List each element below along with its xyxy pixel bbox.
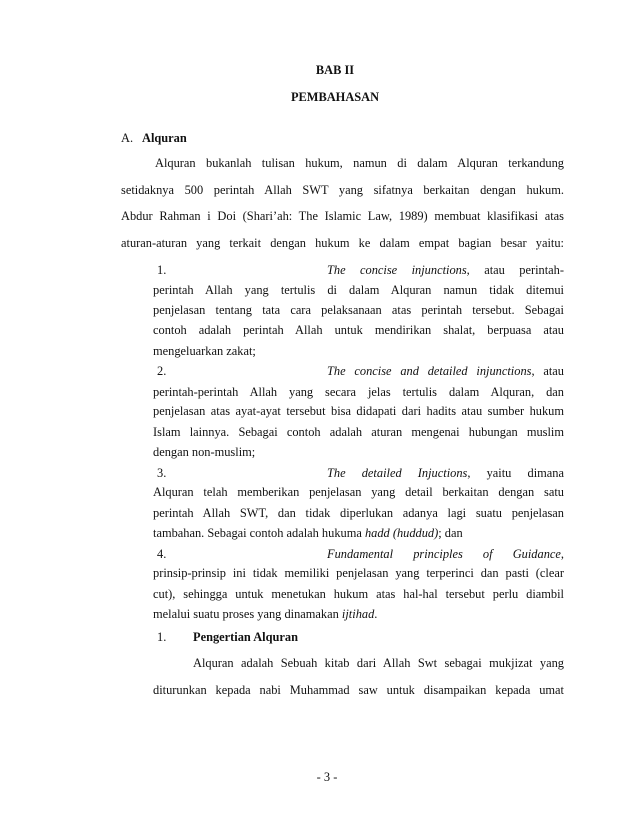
list-item-line: perintah Allah yang tertulis di dalam Alquran namun tidak ditemui (153, 283, 564, 297)
list-item-line: melalui suatu proses yang dinamakan ijtihad. (153, 607, 378, 621)
list-item-title: The concise and detailed injunctions, atau (327, 364, 564, 378)
list-item-number: 2. (157, 364, 167, 378)
list-item-title: Fundamental principles of Guidance, (327, 547, 564, 561)
list-item-line: Islam lainnya. Sebagai contoh adalah aturan mengenai hubungan muslim (153, 425, 564, 439)
list-item-line: penjelasan atas ayat-ayat tersebut bisa didapati dari hadits atau sumber hukum (153, 404, 564, 418)
paragraph-line: diturunkan kepada nabi Muhammad saw untuk disampaikan kepada umat (153, 683, 564, 697)
page-number: - 3 - (316, 770, 338, 784)
list-item-line: perintah-perintah Allah yang secara jelas tertulis dalam Alquran, dan (153, 385, 564, 399)
list-item-line: mengeluarkan zakat; (153, 344, 256, 358)
list-item-number: 4. (157, 547, 167, 561)
list-item-title: The detailed Injuctions, yaitu dimana (327, 466, 564, 480)
paragraph-line: Abdur Rahman i Doi (Shari’ah: The Islamic Law, 1989) membuat klasifikasi atas (121, 209, 564, 223)
list-item-number: 3. (157, 466, 167, 480)
section-heading (121, 131, 187, 146)
paragraph-line: aturan-aturan yang terkait dengan hukum ke dalam empat bagian besar yaitu: (121, 236, 564, 250)
chapter-heading: BAB II (315, 63, 355, 77)
list-item-heading (153, 547, 564, 563)
list-item-line: perintah Allah SWT, dan tidak diperlukan adanya lagi suatu penjelasan (153, 506, 564, 520)
list-item-line: Alquran telah memberikan penjelasan yang detail berkaitan dengan satu (153, 485, 564, 499)
section-title: Alquran (142, 131, 187, 145)
paragraph-line: setidaknya 500 perintah Allah SWT yang sifatnya berkaitan dengan hukum. (121, 183, 564, 197)
list-item-number: 1. (157, 263, 167, 277)
subsection-title: Pengertian Alquran (193, 630, 298, 644)
list-item-line: prinsip-prinsip ini tidak memiliki penjelasan yang terperinci dan pasti (clear (153, 566, 564, 580)
list-item-heading (153, 364, 564, 380)
list-item-heading (153, 466, 564, 482)
list-item-heading (153, 263, 564, 279)
section-label: A. (121, 131, 134, 145)
paragraph-line: Alquran bukanlah tulisan hukum, namun di dalam Alquran terkandung (155, 156, 564, 170)
list-item-line: contoh adalah perintah Allah untuk mendirikan shalat, berpuasa atau (153, 323, 564, 337)
list-item-line: cut), sehingga untuk menetukan hukum atas hal-hal tersebut perlu diambil (153, 587, 564, 601)
subsection-number: 1. (157, 630, 167, 644)
paragraph-line: Alquran adalah Sebuah kitab dari Allah Swt sebagai mukjizat yang (193, 656, 564, 670)
chapter-title: PEMBAHASAN (290, 90, 380, 104)
list-item-line: penjelasan tentang tata cara pelaksanaan atas perintah tersebut. Sebagai (153, 303, 564, 317)
list-item-line: dengan non-muslim; (153, 445, 256, 459)
list-item-title: The concise injunctions, atau perintah- (327, 263, 564, 277)
list-item-line: tambahan. Sebagai contoh adalah hukuma hadd (huddud); dan (153, 526, 463, 540)
